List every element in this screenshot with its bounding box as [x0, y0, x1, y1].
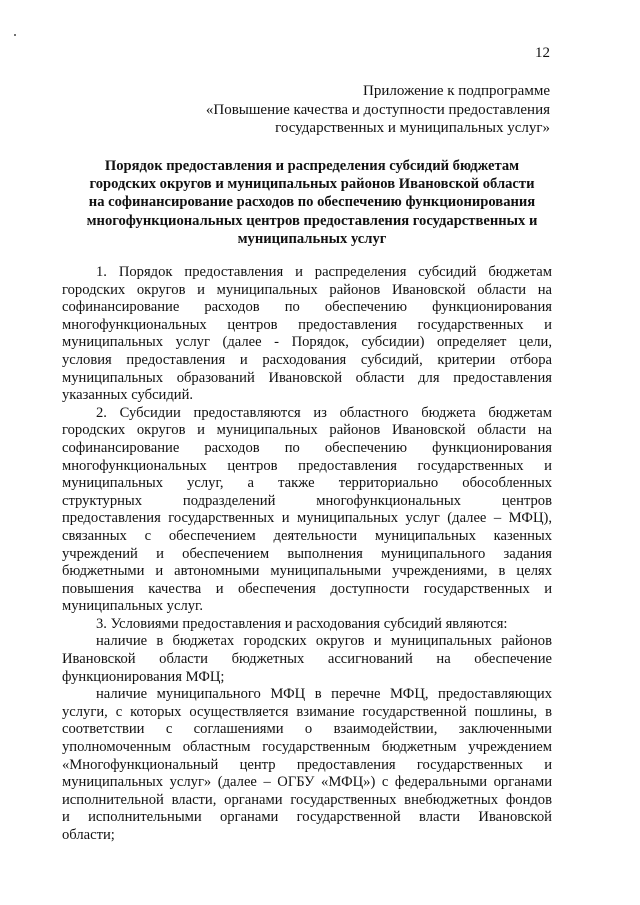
paragraph-line: бюджетными и автономными муниципальными учреждениями, в целях [62, 563, 552, 580]
paragraph-line: городских округов и муниципальных районов Ивановской области на [62, 422, 552, 439]
paragraph-line: и исполнительными органами государственной власти Ивановской [62, 809, 552, 826]
paragraph-line: указанных субсидий. [62, 387, 194, 404]
paragraph-line: структурных подразделений многофункциональных центров [62, 492, 552, 509]
paragraph-line: софинансирование расходов по обеспечению функционирования [62, 299, 552, 316]
paragraph-line: софинансирование расходов по обеспечению функционирования [62, 439, 552, 456]
paragraph-line: условия предоставления и расходования субсидий, критерии отбора [62, 351, 552, 368]
paragraph-line: услуги, с которых осуществляется взимание государственной пошлины, в [62, 703, 552, 720]
document-title [62, 157, 562, 248]
paragraph-line: муниципальных образований Ивановской области для предоставления [62, 369, 552, 386]
paragraph-line: 3. Условиями предоставления и расходования субсидий являются: [96, 615, 508, 632]
appendix-header [90, 82, 550, 138]
paragraph-line: муниципальных услуг (далее - Порядок, субсидии) определяет цели, [62, 334, 552, 351]
paragraph-line: уполномоченным областным государственным бюджетным учреждением [62, 739, 552, 756]
paragraph-line: наличие муниципального МФЦ в перечне МФЦ, предоставляющих [96, 686, 552, 703]
body-paragraph [62, 405, 552, 616]
title-line: на софинансирование расходов по обеспечению функционирования [88, 194, 536, 211]
paragraph-line: 1. Порядок предоставления и распределения субсидий бюджетам [96, 264, 552, 280]
paragraph-line: городских округов и муниципальных районов Ивановской области на [62, 281, 552, 298]
paragraph-line: многофункциональных центров предоставления государственных и [62, 457, 552, 474]
page-number: 12 [535, 45, 550, 61]
title-line: городских округов и муниципальных районов Ивановской области [89, 176, 535, 193]
body-paragraph [62, 264, 552, 405]
paragraph-line: Ивановской области бюджетных ассигнований на обеспечение [62, 651, 552, 668]
paragraph-line: функционирования МФЦ; [62, 668, 225, 685]
body-paragraph [62, 616, 552, 634]
appendix-line: государственных и муниципальных услуг» [275, 120, 550, 136]
paragraph-line: многофункциональных центров предоставления государственных и [62, 316, 552, 333]
paragraph-line: «Многофункциональный центр предоставления государственных и [62, 756, 552, 773]
paragraph-line: учреждений и обеспечением выполнения муниципального задания [62, 545, 552, 562]
body-paragraph [62, 633, 552, 686]
paragraph-line: исполнительной власти, органами государственных внебюджетных фондов [62, 791, 552, 808]
paragraph-line: муниципальных услуг» (далее – ОГБУ «МФЦ») с федеральными органами [62, 774, 552, 791]
title-line: муниципальных услуг [237, 230, 387, 247]
paragraph-line: соответствии с соглашениями о взаимодействии, заключенными [62, 721, 552, 738]
paragraph-line: муниципальных услуг, а также территориально обособленных [62, 475, 552, 492]
body-paragraph [62, 686, 552, 844]
paragraph-line: 2. Субсидии предоставляются из областного бюджета бюджетам [96, 404, 552, 421]
title-line: многофункциональных центров предоставления государственных и [86, 212, 538, 229]
paragraph-line: муниципальных услуг. [62, 598, 204, 615]
appendix-line: «Повышение качества и доступности предоставления [205, 101, 550, 118]
document-body [62, 264, 552, 845]
paragraph-line: повышения качества и обеспечения доступности государственных и [62, 580, 552, 597]
paragraph-line: наличие в бюджетах городских округов и муниципальных районов [96, 633, 552, 650]
paragraph-line: предоставления государственных и муниципальных услуг (далее – МФЦ), [62, 510, 552, 527]
paragraph-line: области; [62, 827, 115, 843]
title-line: Порядок предоставления и распределения субсидий бюджетам [104, 158, 520, 174]
appendix-line: Приложение к подпрограмме [362, 83, 550, 99]
scan-speck [14, 34, 16, 36]
paragraph-line: связанных с обеспечением деятельности муниципальных казенных [62, 527, 552, 544]
